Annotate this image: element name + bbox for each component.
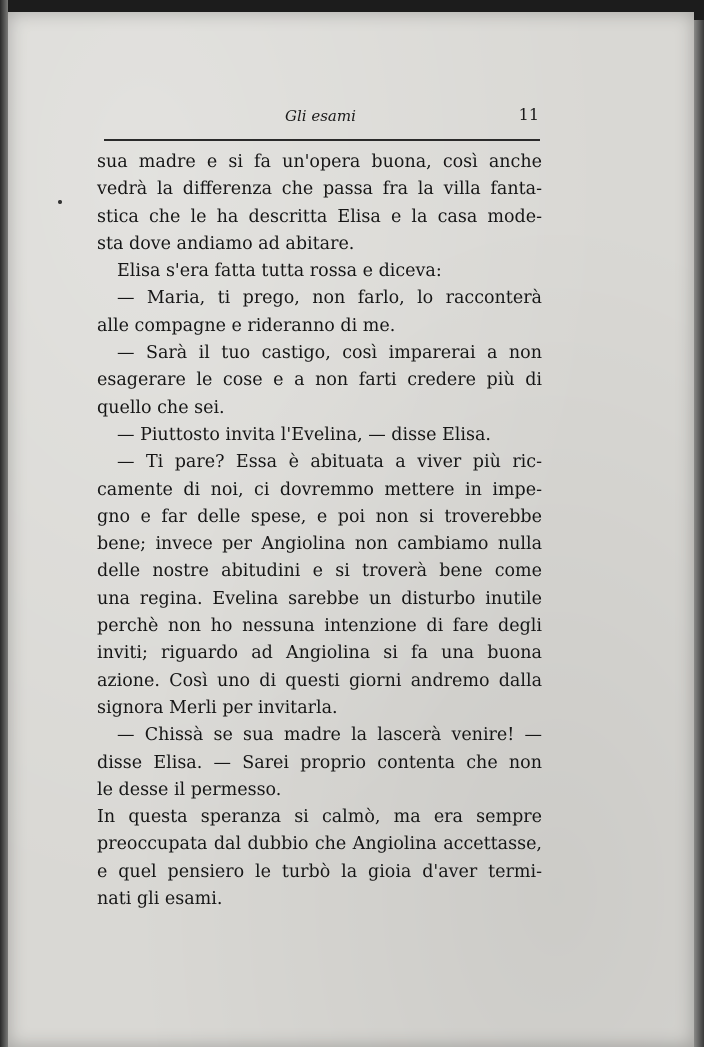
header-rule xyxy=(104,139,540,141)
text-line: una regina. Evelina sarebbe un disturbo inutile xyxy=(97,588,542,609)
text-line: le desse il permesso. xyxy=(97,779,282,800)
text-line: preoccupata dal dubbio che Angiolina accettasse, xyxy=(97,834,542,855)
body-text xyxy=(97,149,542,913)
text-line: bene; invece per Angiolina non cambiamo nulla xyxy=(97,534,542,555)
text-line: — Sarà il tuo castigo, così imparerai a non xyxy=(117,343,542,364)
text-line: perchè non ho nessuna intenzione di fare degli xyxy=(97,616,542,637)
running-header xyxy=(95,103,545,129)
text-line: In questa speranza si calmò, ma era sempre xyxy=(97,807,542,828)
text-line: esagerare le cose e a non farti credere più di xyxy=(97,370,542,391)
text-line: nati gli esami. xyxy=(97,889,223,910)
text-line: e quel pensiero le turbò la gioia d'aver termi- xyxy=(97,861,542,882)
text-line: — Piuttosto invita l'Evelina, — disse Elisa. xyxy=(117,424,491,445)
text-line: delle nostre abitudini e si troverà bene come xyxy=(97,561,542,582)
book-spine-shadow xyxy=(0,0,8,1047)
text-line: quello che sei. xyxy=(97,397,225,418)
text-line: — Maria, ti prego, non farlo, lo racconterà xyxy=(117,288,542,309)
page-number: 11 xyxy=(518,105,539,124)
text-line: sua madre e si fa un'opera buona, così anche xyxy=(97,152,542,172)
ink-speck xyxy=(58,200,62,204)
text-line: — Chissà se sua madre la lascerà venire! — xyxy=(117,725,542,746)
text-line: camente di noi, ci dovremmo mettere in impe- xyxy=(97,479,542,500)
chapter-title: Gli esami xyxy=(285,107,356,125)
text-line: disse Elisa. — Sarei proprio contenta che non xyxy=(97,752,542,773)
text-line: Elisa s'era fatta tutta rossa e diceva: xyxy=(117,261,442,282)
text-line: azione. Così uno di questi giorni andremo dalla xyxy=(97,670,542,691)
page-edge-shadow xyxy=(694,20,704,1047)
text-line: gno e far delle spese, e poi non si troverebbe xyxy=(97,506,542,527)
text-line: sta dove andiamo ad abitare. xyxy=(97,233,355,254)
text-line: — Ti pare? Essa è abituata a viver più ric- xyxy=(117,452,542,473)
text-line: stica che le ha descritta Elisa e la casa mode- xyxy=(97,206,542,227)
text-line: vedrà la differenza che passa fra la villa fanta- xyxy=(97,179,542,200)
text-line: alle compagne e rideranno di me. xyxy=(97,315,396,336)
text-line: inviti; riguardo ad Angiolina si fa una buona xyxy=(97,643,542,664)
text-line: signora Merli per invitarla. xyxy=(97,697,338,718)
